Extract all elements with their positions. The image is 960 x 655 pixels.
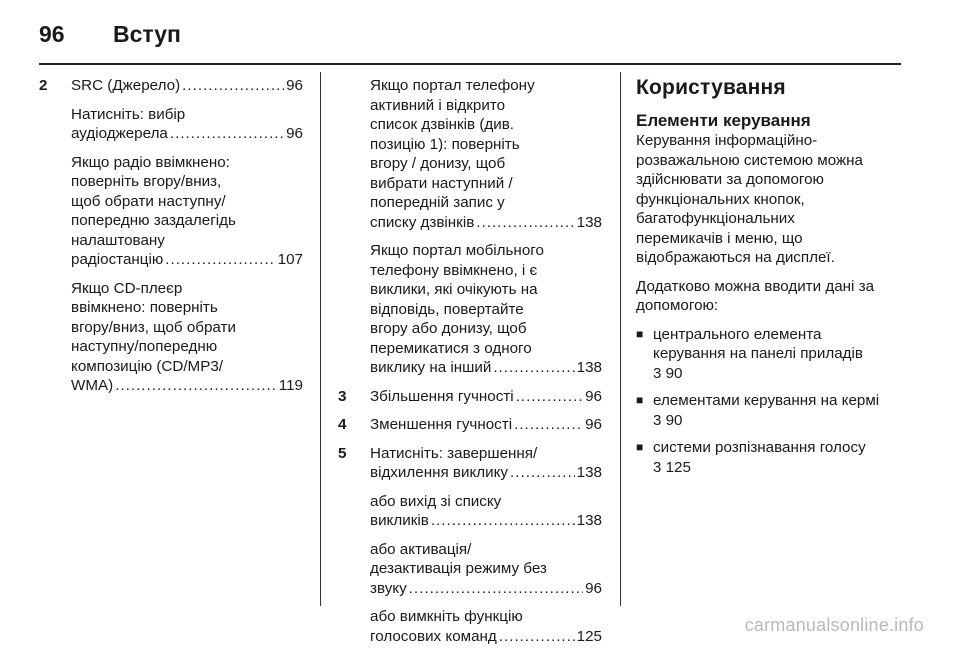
column-divider-2	[620, 72, 621, 606]
paragraph	[370, 76, 602, 232]
toc-line	[71, 124, 303, 144]
entry-3	[338, 387, 602, 407]
text-line: багатофункціональних	[636, 210, 795, 227]
text-line: допомогою:	[636, 297, 719, 314]
page-number: 96	[39, 20, 65, 47]
text-line: активний і відкрито	[370, 96, 506, 114]
toc-label: Зменшення гучності	[370, 416, 513, 433]
bullet-item	[636, 325, 900, 384]
text-line: ■ системи розпізнавання голосу	[653, 439, 866, 456]
text-line: розважальною системою можна	[636, 151, 863, 169]
toc-label: викликів	[370, 512, 429, 529]
section-title: Вступ	[113, 20, 181, 47]
text-line: налаштовану	[71, 231, 165, 249]
cross-reference[interactable]	[653, 411, 900, 431]
page-ref[interactable]: 107	[277, 251, 303, 268]
text-line: вибрати наступний /	[370, 174, 513, 192]
text-line: Натисніть: завершення/	[370, 444, 538, 462]
text-line: функціональних кнопок,	[636, 190, 805, 208]
entry-number: 2	[39, 77, 48, 94]
toc-line	[71, 376, 303, 396]
toc-label: голосових команд	[370, 627, 497, 645]
paragraph	[370, 415, 602, 435]
section-heading: Елементи керування	[636, 111, 811, 130]
intro-paragraph	[636, 131, 900, 268]
toc-label: WMA)	[71, 377, 114, 394]
text-line: композицію (CD/MP3/	[71, 357, 223, 375]
page-ref[interactable]: 119	[278, 377, 303, 394]
toc-label: виклику на інший	[370, 359, 492, 376]
paragraph	[370, 444, 602, 483]
text-line: попередню заздалегідь	[71, 212, 236, 229]
watermark: carmanualsonline.info	[744, 615, 924, 635]
toc-line	[370, 415, 602, 435]
text-line: здійснювати за допомогою	[636, 171, 824, 188]
page-ref[interactable]: 96	[585, 579, 602, 597]
entry-2-continued	[338, 76, 602, 378]
text-line: телефону ввімкнено, і є	[370, 261, 538, 279]
entry-5	[338, 444, 602, 647]
paragraph	[370, 241, 602, 378]
toc-line	[370, 511, 602, 531]
paragraph	[71, 279, 303, 396]
text-line: вгору / донизу, щоб	[370, 155, 506, 172]
toc-line: SRC (Джерело) ..... 96	[71, 76, 303, 96]
text-line: або вихід зі списку	[370, 492, 502, 510]
paragraph	[370, 607, 602, 646]
page-ref[interactable]: 96	[286, 125, 303, 142]
arrow-ref-icon: 3	[653, 458, 662, 476]
column-3	[636, 76, 900, 485]
text-line: дезактивація режиму без	[370, 560, 547, 577]
header-divider	[39, 63, 901, 65]
column-divider-1	[320, 72, 321, 606]
text-line: поверніть вгору/вниз,	[71, 173, 222, 190]
text-line: список дзвінків (див.	[370, 116, 515, 133]
text-line: перемикачів і меню, що	[636, 229, 803, 247]
text-line: ввімкнено: поверніть	[71, 299, 218, 316]
paragraph	[71, 153, 303, 270]
entry-number: 4	[338, 416, 347, 433]
text-line: щоб обрати наступну/	[71, 192, 226, 210]
bullet-item	[636, 391, 900, 430]
toc-line	[370, 463, 602, 483]
text-line: або вимкніть функцію	[370, 608, 523, 625]
page-ref[interactable]: 90	[665, 364, 683, 382]
extra-paragraph	[636, 277, 900, 316]
text-line: відображаються на дисплеї.	[636, 249, 835, 266]
entry-2	[39, 76, 303, 396]
page-ref[interactable]: 125	[576, 627, 602, 645]
page-ref[interactable]: 138	[576, 213, 602, 231]
text-line: наступну/попередню	[71, 338, 218, 355]
text-line: виклики, які очікують на	[370, 281, 538, 298]
toc-line	[370, 358, 602, 378]
cross-reference[interactable]	[653, 364, 900, 384]
column-2	[338, 76, 602, 655]
chapter-heading: Користування	[636, 76, 786, 99]
page-ref[interactable]: 138	[576, 359, 602, 376]
toc-line	[370, 627, 602, 647]
paragraph	[370, 540, 602, 599]
text-line: Якщо портал мобільного	[370, 242, 544, 259]
entry-number: 5	[338, 444, 347, 462]
text-line: ■ центрального елемента	[653, 325, 822, 343]
entry-4	[338, 415, 602, 435]
text-line: Керування інформаційно-	[636, 132, 818, 149]
text-line: попередній запис у	[370, 194, 505, 211]
page-ref[interactable]: 125	[665, 458, 691, 476]
toc-label: списку дзвінків	[370, 213, 475, 231]
text-line: керування на панелі приладів	[653, 345, 863, 362]
text-line: Якщо радіо ввімкнено:	[71, 153, 230, 171]
page-ref[interactable]: 138	[576, 512, 602, 529]
text-line: Додатково можна вводити дані за	[636, 277, 875, 295]
page-header	[39, 14, 181, 54]
page-ref[interactable]: 138	[576, 464, 602, 481]
arrow-ref-icon: 3	[653, 364, 662, 382]
toc-label: відхилення виклику	[370, 464, 509, 481]
paragraph	[71, 105, 303, 144]
paragraph	[370, 492, 602, 531]
text-line: вгору або донизу, щоб	[370, 320, 527, 337]
page-ref[interactable]: 96	[286, 77, 303, 94]
text-line: відповідь, повертайте	[370, 300, 524, 318]
toc-line	[370, 579, 602, 599]
paragraph	[370, 387, 602, 407]
page-ref[interactable]: 96	[585, 416, 602, 433]
arrow-ref-icon: 3	[653, 411, 662, 429]
text-line: або активація/	[370, 540, 472, 558]
toc-label: радіостанцію	[71, 251, 164, 268]
text-line: Натисніть: вибір	[71, 105, 186, 123]
text-line: ■ елементами керування на кермі	[653, 392, 880, 409]
cross-reference[interactable]	[653, 458, 900, 478]
text-line: Якщо портал телефону	[370, 77, 535, 94]
toc-line	[71, 250, 303, 270]
page-ref[interactable]: 96	[585, 387, 602, 405]
entry-number: 3	[338, 387, 347, 405]
text-line: позицію 1): поверніть	[370, 135, 520, 153]
text-line: вгору/вниз, щоб обрати	[71, 318, 236, 336]
toc-label: Збільшення гучності	[370, 387, 514, 405]
text-line: Якщо CD-плеєр	[71, 279, 183, 297]
toc-label: аудіоджерела	[71, 125, 168, 142]
toc-line	[370, 213, 602, 233]
column-1	[39, 76, 303, 405]
page-ref[interactable]: 90	[665, 411, 683, 429]
bullet-item	[636, 438, 900, 477]
toc-label: звуку	[370, 579, 407, 597]
toc-line	[370, 387, 602, 407]
text-line: перемикатися з одного	[370, 339, 532, 357]
